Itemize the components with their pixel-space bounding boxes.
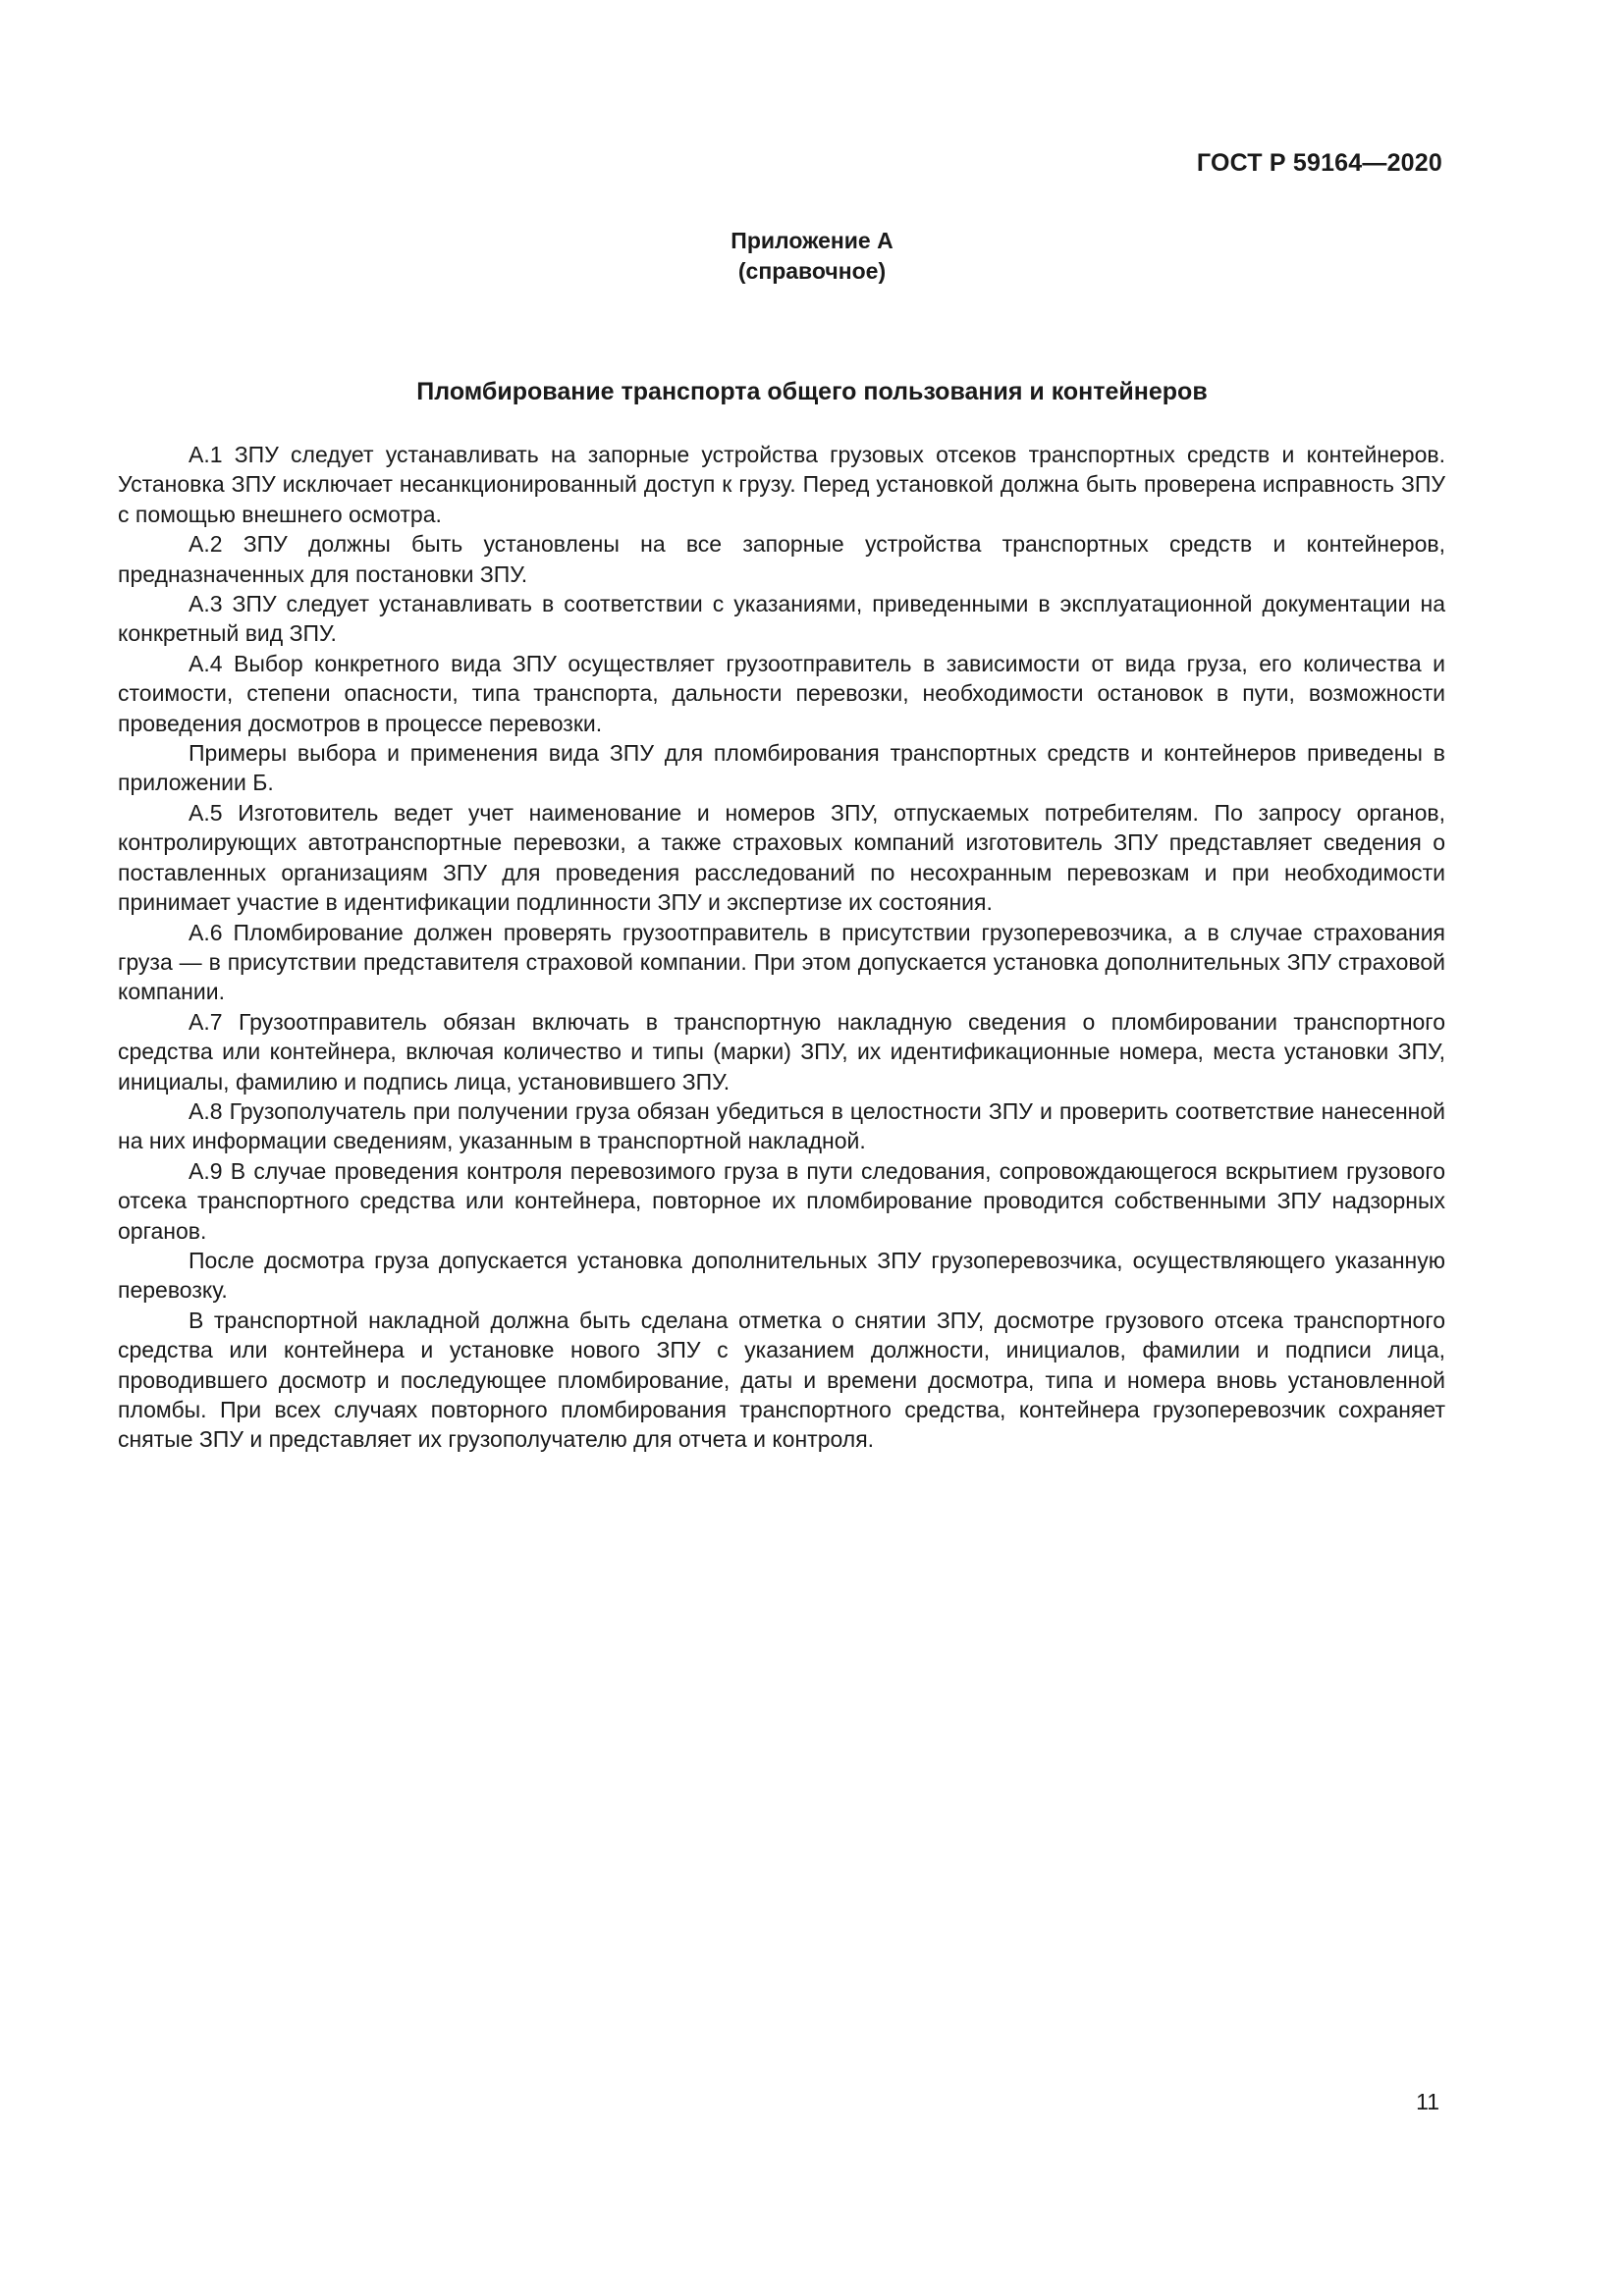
- appendix-type: (справочное): [737, 258, 887, 284]
- appendix-title: Приложение А: [731, 228, 893, 253]
- paragraph-a3: А.3 ЗПУ следует устанавливать в соответствии с указаниями, приведенными в эксплуатационной документации на конкретный вид ЗПУ.: [118, 591, 1445, 647]
- paragraph-a9-after-inspection: После досмотра груза допускается установка дополнительных ЗПУ грузоперевозчика, осуществляющего указанную перевозку.: [118, 1247, 1445, 1304]
- page-number: 11: [1416, 2089, 1439, 2114]
- paragraph-a1: А.1 ЗПУ следует устанавливать на запорные устройства грузовых отсеков транспортных средств и контейнеров. Установка ЗПУ исключает несанкционированный доступ к грузу. Перед установкой должна быть проверена исправность ЗПУ с помощью внешнего осмотра.: [118, 442, 1445, 527]
- paragraph-a4-examples: Примеры выбора и применения вида ЗПУ для пломбирования транспортных средств и контейнеров приведены в приложении Б.: [118, 740, 1445, 796]
- appendix-heading: [0, 226, 1624, 287]
- body-text: [118, 440, 1445, 1455]
- paragraph-a9-waybill-note: В транспортной накладной должна быть сделана отметка о снятии ЗПУ, досмотре грузового отсека транспортного средства или контейнера и установке нового ЗПУ с указанием должности, инициалов, фамилии и подписи лица, проводившего досмотр и последующее пломбирование, даты и времени досмотра, типа и номера вновь установленной пломбы. При всех случаях повторного пломбирования транспортного средства, контейнера грузоперевозчик сохраняет снятые ЗПУ и представляет их грузополучателю для отчета и контроля.: [118, 1307, 1445, 1453]
- paragraph-a6: А.6 Пломбирование должен проверять грузоотправитель в присутствии грузоперевозчика, а в случае страхования груза — в присутствии представителя страховой компании. При этом допускается установка дополнительных ЗПУ страховой компании.: [118, 919, 1445, 1005]
- paragraph-a4: А.4 Выбор конкретного вида ЗПУ осуществляет грузоотправитель в зависимости от вида груза, его количества и стоимости, степени опасности, типа транспорта, дальности перевозки, необходимости остановок в пути, возможности проведения досмотров в процессе перевозки.: [118, 650, 1445, 736]
- paragraph-a9: А.9 В случае проведения контроля перевозимого груза в пути следования, сопровождающегося вскрытием грузового отсека транспортного средства или контейнера, повторное их пломбирование проводится собственными ЗПУ надзорных органов.: [118, 1157, 1445, 1244]
- paragraph-a2: А.2 ЗПУ должны быть установлены на все запорные устройства транспортных средств и контейнеров, предназначенных для постановки ЗПУ.: [118, 531, 1445, 587]
- document-code: ГОСТ Р 59164—2020: [1196, 149, 1442, 177]
- paragraph-a5: А.5 Изготовитель ведет учет наименование и номеров ЗПУ, отпускаемых потребителям. По запросу органов, контролирующих автотранспортные перевозки, а также страховых компаний изготовитель ЗПУ представляет сведения о поставленных организациям ЗПУ для проведения расследований по несохранным перевозкам и при необходимости принимает участие в идентификации подлинности ЗПУ и экспертизе их состояния.: [118, 799, 1445, 916]
- paragraph-a7: А.7 Грузоотправитель обязан включать в транспортную накладную сведения о пломбировании транспортного средства или контейнера, включая количество и типы (марки) ЗПУ, их идентификационные номера, места установки ЗПУ, инициалы, фамилию и подпись лица, установившего ЗПУ.: [118, 1008, 1445, 1095]
- section-title: Пломбирование транспорта общего пользования и контейнеров: [416, 378, 1208, 405]
- paragraph-a8: А.8 Грузополучатель при получении груза обязан убедиться в целостности ЗПУ и проверить соответствие нанесенной на них информации сведениям, указанным в транспортной накладной.: [118, 1097, 1445, 1154]
